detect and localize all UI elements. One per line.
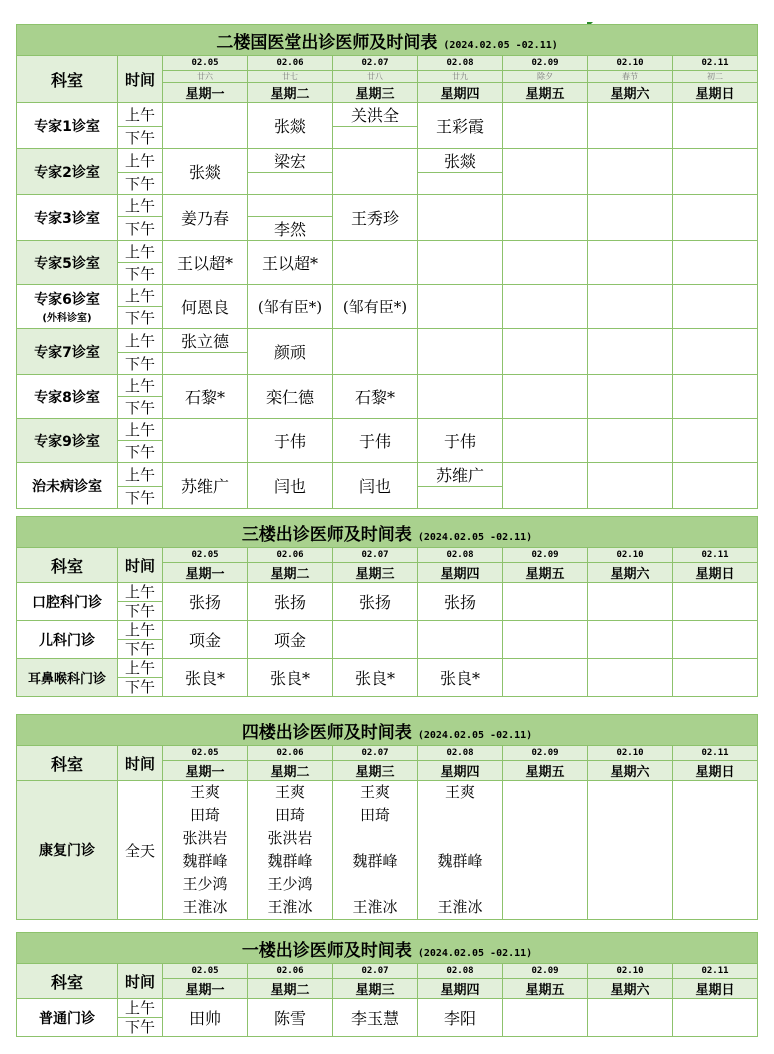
doctor-name: 王爽 [189, 783, 220, 801]
dept-name: 康复门诊 [17, 781, 118, 920]
pm-label: 下午 [118, 127, 163, 149]
floor4-table [16, 714, 758, 920]
schedule-cell [418, 285, 503, 329]
schedule-cell [333, 329, 418, 375]
schedule-cell [503, 103, 588, 149]
weekday: 星期三 [333, 761, 418, 781]
schedule-cell [503, 241, 588, 285]
schedule-cell [503, 659, 588, 697]
schedule-cell [418, 241, 503, 285]
doctor-cell: 苏维广 [163, 463, 248, 509]
doctor-cell: 李然 [248, 217, 333, 241]
weekday: 星期五 [503, 563, 588, 583]
dept-name: 专家5诊室 [17, 241, 118, 285]
floor2-table [16, 24, 758, 509]
dept-name: 儿科门诊 [17, 621, 118, 659]
floor2-title: 二楼国医堂出诊医师及时间表 (2024.02.05 -02.11) [17, 25, 758, 56]
doctor-cell: 于伟 [333, 419, 418, 463]
dept-header: 科室 [17, 964, 118, 999]
weekday: 星期四 [418, 83, 503, 103]
weekday: 星期日 [673, 761, 758, 781]
am-label: 上午 [118, 285, 163, 307]
weekday: 星期六 [588, 979, 673, 999]
lunar-date: 初二 [673, 71, 758, 83]
doctor-name: 田琦 [189, 806, 220, 824]
doctor-cell: 关洪全 [333, 103, 418, 127]
doctor-cell: 田帅 [163, 999, 248, 1037]
weekday: 星期二 [248, 83, 333, 103]
time-header: 时间 [118, 746, 163, 781]
schedule-cell [503, 419, 588, 463]
date: 02.08 [418, 548, 503, 563]
doctor-list [333, 781, 418, 920]
weekday: 星期五 [503, 979, 588, 999]
am-label: 上午 [118, 583, 163, 602]
dept-name: 治未病诊室 [17, 463, 118, 509]
doctor-cell: 于伟 [248, 419, 333, 463]
doctor-cell: 何恩良 [163, 285, 248, 329]
schedule-cell [163, 419, 248, 463]
schedule-cell [418, 329, 503, 375]
doctor-name [418, 873, 502, 896]
doctor-cell: 梁宏 [248, 149, 333, 173]
date: 02.10 [588, 548, 673, 563]
date: 02.07 [333, 56, 418, 71]
weekday: 星期日 [673, 563, 758, 583]
am-label: 上午 [118, 463, 163, 487]
doctor-cell: 王彩霞 [418, 103, 503, 149]
doctor-cell: 闫也 [248, 463, 333, 509]
dept-name: 专家1诊室 [17, 103, 118, 149]
schedule-cell [333, 621, 418, 659]
schedule-cell [418, 621, 503, 659]
floor2-schedule [16, 24, 758, 509]
doctor-cell: 陈雪 [248, 999, 333, 1037]
doctor-name [418, 804, 502, 827]
doctor-cell: 苏维广 [418, 463, 503, 487]
doctor-cell: 王以超* [163, 241, 248, 285]
date: 02.05 [163, 548, 248, 563]
doctor-name: 魏群峰 [182, 852, 228, 870]
lunar-date: 除夕 [503, 71, 588, 83]
doctor-name: 王淮冰 [352, 898, 398, 916]
schedule-cell [673, 781, 758, 920]
schedule-cell [673, 149, 758, 195]
weekday: 星期一 [163, 761, 248, 781]
doctor-name: 张洪岩 [182, 829, 228, 847]
weekday: 星期二 [248, 979, 333, 999]
dept-name: 专家7诊室 [17, 329, 118, 375]
schedule-cell [588, 149, 673, 195]
date: 02.05 [163, 964, 248, 979]
weekday: 星期四 [418, 563, 503, 583]
am-label: 上午 [118, 999, 163, 1018]
lunar-date: 廿七 [248, 71, 333, 83]
schedule-cell [588, 659, 673, 697]
weekday: 星期四 [418, 979, 503, 999]
doctor-cell: 张燚 [418, 149, 503, 173]
schedule-cell [503, 285, 588, 329]
schedule-cell [503, 583, 588, 621]
date: 02.09 [503, 964, 588, 979]
weekday: 星期六 [588, 761, 673, 781]
schedule-cell [673, 419, 758, 463]
schedule-cell [418, 375, 503, 419]
doctor-cell: 张扬 [248, 583, 333, 621]
doctor-cell: 张立德 [163, 329, 248, 353]
doctor-cell: 张燚 [248, 103, 333, 149]
schedule-cell [503, 463, 588, 509]
date: 02.06 [248, 746, 333, 761]
weekday: 星期一 [163, 563, 248, 583]
doctor-name: 王淮冰 [267, 898, 313, 916]
doctor-cell: 张良* [333, 659, 418, 697]
lunar-date: 春节 [588, 71, 673, 83]
am-label: 上午 [118, 659, 163, 678]
doctor-name: 田琦 [274, 806, 305, 824]
date: 02.11 [673, 746, 758, 761]
schedule-cell [673, 329, 758, 375]
schedule-cell [588, 329, 673, 375]
dept-name: 专家9诊室 [17, 419, 118, 463]
schedule-cell [673, 621, 758, 659]
doctor-cell: 项金 [248, 621, 333, 659]
doctor-cell: 石黎* [333, 375, 418, 419]
doctor-name: 王少鸿 [267, 875, 313, 893]
schedule-cell [248, 173, 333, 195]
date: 02.05 [163, 746, 248, 761]
dept-header: 科室 [17, 746, 118, 781]
doctor-name: 张洪岩 [267, 829, 313, 847]
schedule-cell [588, 999, 673, 1037]
date: 02.08 [418, 746, 503, 761]
doctor-cell: 张良* [163, 659, 248, 697]
all-day-label: 全天 [118, 781, 163, 920]
date: 02.07 [333, 548, 418, 563]
date: 02.09 [503, 746, 588, 761]
pm-label: 下午 [118, 397, 163, 419]
schedule-cell [673, 999, 758, 1037]
date: 02.09 [503, 56, 588, 71]
weekday: 星期五 [503, 761, 588, 781]
floor3-table [16, 516, 758, 697]
doctor-cell: (邹有臣*) [333, 285, 418, 329]
doctor-cell: 项金 [163, 621, 248, 659]
schedule-cell [588, 781, 673, 920]
am-label: 上午 [118, 103, 163, 127]
dept-name: 专家8诊室 [17, 375, 118, 419]
doctor-name: 王爽 [274, 783, 305, 801]
schedule-cell [588, 375, 673, 419]
doctor-cell: 石黎* [163, 375, 248, 419]
doctor-name: 田琦 [359, 806, 390, 824]
lunar-date: 廿八 [333, 71, 418, 83]
floor1-table [16, 932, 758, 1037]
schedule-cell [588, 419, 673, 463]
doctor-list [163, 781, 248, 920]
time-header: 时间 [118, 548, 163, 583]
schedule-cell [503, 149, 588, 195]
schedule-cell [503, 195, 588, 241]
pm-label: 下午 [118, 1018, 163, 1037]
schedule-cell [503, 621, 588, 659]
doctor-cell: 姜乃春 [163, 195, 248, 241]
doctor-name [333, 827, 417, 850]
doctor-cell: 张扬 [418, 583, 503, 621]
date: 02.11 [673, 548, 758, 563]
doctor-cell: 于伟 [418, 419, 503, 463]
pm-label: 下午 [118, 678, 163, 697]
weekday: 星期六 [588, 83, 673, 103]
lunar-date: 廿九 [418, 71, 503, 83]
doctor-name: 魏群峰 [267, 852, 313, 870]
am-label: 上午 [118, 621, 163, 640]
date: 02.07 [333, 746, 418, 761]
weekday: 星期日 [673, 979, 758, 999]
schedule-cell [673, 103, 758, 149]
am-label: 上午 [118, 375, 163, 397]
dept-header: 科室 [17, 548, 118, 583]
schedule-cell [588, 463, 673, 509]
schedule-cell [418, 195, 503, 241]
weekday: 星期五 [503, 83, 588, 103]
date: 02.07 [333, 964, 418, 979]
schedule-cell [163, 103, 248, 149]
date: 02.08 [418, 56, 503, 71]
schedule-cell [418, 487, 503, 509]
floor1-schedule [16, 932, 758, 1037]
doctor-name: 王淮冰 [437, 898, 483, 916]
schedule-cell [503, 375, 588, 419]
doctor-name [418, 827, 502, 850]
dept-name: 专家2诊室 [17, 149, 118, 195]
doctor-cell: (邹有臣*) [248, 285, 333, 329]
schedule-cell [418, 173, 503, 195]
doctor-name: 王少鸿 [182, 875, 228, 893]
dept-name: 口腔科门诊 [17, 583, 118, 621]
weekday: 星期三 [333, 563, 418, 583]
schedule-cell [503, 999, 588, 1037]
weekday: 星期日 [673, 83, 758, 103]
pm-label: 下午 [118, 640, 163, 659]
schedule-cell [588, 195, 673, 241]
dept-subtitle: (外科诊室) [42, 313, 92, 324]
weekday: 星期三 [333, 979, 418, 999]
doctor-name: 王爽 [444, 783, 475, 801]
schedule-cell [588, 103, 673, 149]
am-label: 上午 [118, 195, 163, 217]
date: 02.11 [673, 964, 758, 979]
doctor-name: 王爽 [359, 783, 390, 801]
schedule-cell [673, 463, 758, 509]
doctor-name: 王淮冰 [182, 898, 228, 916]
schedule-cell [333, 127, 418, 149]
schedule-cell [673, 241, 758, 285]
am-label: 上午 [118, 149, 163, 173]
time-header: 时间 [118, 964, 163, 999]
pm-label: 下午 [118, 441, 163, 463]
weekday: 星期四 [418, 761, 503, 781]
doctor-list [248, 781, 333, 920]
doctor-name: 魏群峰 [437, 852, 483, 870]
weekday: 星期一 [163, 83, 248, 103]
weekday: 星期二 [248, 761, 333, 781]
schedule-cell [588, 583, 673, 621]
doctor-cell: 栾仁德 [248, 375, 333, 419]
pm-label: 下午 [118, 173, 163, 195]
date: 02.09 [503, 548, 588, 563]
date: 02.06 [248, 964, 333, 979]
doctor-cell: 张扬 [333, 583, 418, 621]
doctor-cell: 王以超* [248, 241, 333, 285]
doctor-cell: 张良* [418, 659, 503, 697]
pm-label: 下午 [118, 602, 163, 621]
schedule-cell [163, 353, 248, 375]
pm-label: 下午 [118, 353, 163, 375]
schedule-cell [673, 659, 758, 697]
schedule-cell [588, 285, 673, 329]
dept-name: 专家3诊室 [17, 195, 118, 241]
doctor-cell: 王秀珍 [333, 195, 418, 241]
schedule-cell [588, 621, 673, 659]
weekday: 星期三 [333, 83, 418, 103]
pm-label: 下午 [118, 487, 163, 509]
dept-name: 专家6诊室 (外科诊室) [17, 285, 118, 329]
schedule-cell [588, 241, 673, 285]
schedule-cell [248, 195, 333, 217]
floor3-title: 三楼出诊医师及时间表 (2024.02.05 -02.11) [17, 517, 758, 548]
schedule-cell [503, 329, 588, 375]
weekday: 星期六 [588, 563, 673, 583]
schedule-cell [333, 241, 418, 285]
date: 02.06 [248, 548, 333, 563]
am-label: 上午 [118, 329, 163, 353]
doctor-name [333, 873, 417, 896]
pm-label: 下午 [118, 263, 163, 285]
am-label: 上午 [118, 241, 163, 263]
schedule-cell [503, 781, 588, 920]
doctor-name: 魏群峰 [352, 852, 398, 870]
doctor-cell: 李阳 [418, 999, 503, 1037]
doctor-cell: 李玉慧 [333, 999, 418, 1037]
doctor-cell: 张扬 [163, 583, 248, 621]
floor1-title: 一楼出诊医师及时间表 (2024.02.05 -02.11) [17, 933, 758, 964]
schedule-cell [673, 375, 758, 419]
date: 02.06 [248, 56, 333, 71]
doctor-list [418, 781, 503, 920]
schedule-cell [673, 583, 758, 621]
schedule-cell [333, 149, 418, 195]
floor4-schedule [16, 714, 758, 920]
dept-name: 普通门诊 [17, 999, 118, 1037]
date: 02.10 [588, 56, 673, 71]
doctor-cell: 颜顽 [248, 329, 333, 375]
lunar-date: 廿六 [163, 71, 248, 83]
pm-label: 下午 [118, 217, 163, 241]
doctor-cell: 张良* [248, 659, 333, 697]
dept-name: 耳鼻喉科门诊 [17, 659, 118, 697]
am-label: 上午 [118, 419, 163, 441]
date: 02.11 [673, 56, 758, 71]
doctor-cell: 闫也 [333, 463, 418, 509]
date: 02.08 [418, 964, 503, 979]
doctor-cell: 张燚 [163, 149, 248, 195]
dept-header: 科室 [17, 56, 118, 103]
floor4-title: 四楼出诊医师及时间表 (2024.02.05 -02.11) [17, 715, 758, 746]
schedule-cell [673, 195, 758, 241]
weekday: 星期二 [248, 563, 333, 583]
date: 02.10 [588, 964, 673, 979]
date: 02.10 [588, 746, 673, 761]
time-header: 时间 [118, 56, 163, 103]
schedule-cell [673, 285, 758, 329]
floor3-schedule [16, 516, 758, 697]
date: 02.05 [163, 56, 248, 71]
weekday: 星期一 [163, 979, 248, 999]
pm-label: 下午 [118, 307, 163, 329]
